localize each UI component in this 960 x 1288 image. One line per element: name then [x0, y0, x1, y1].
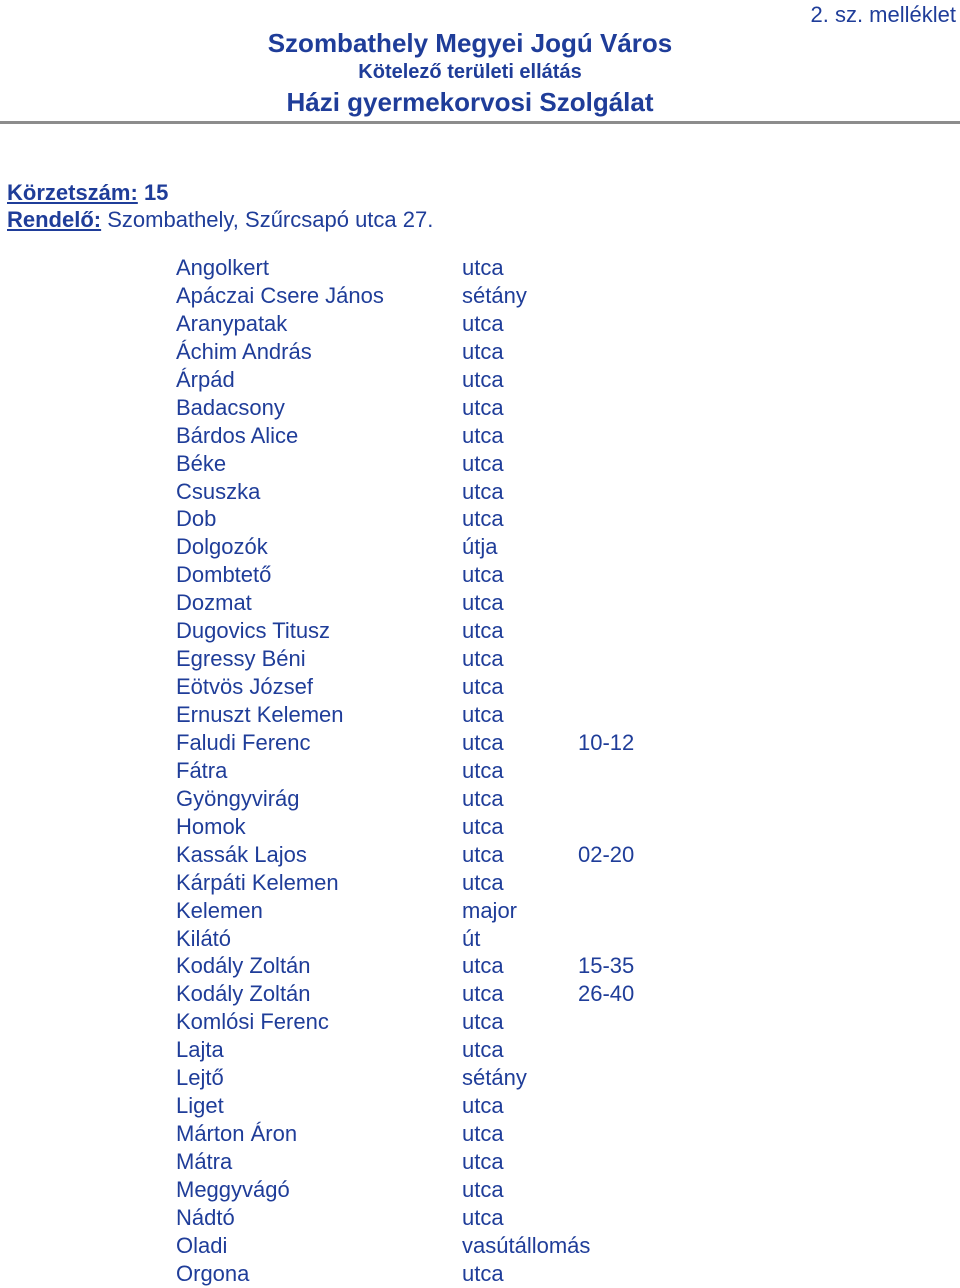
street-name: Badacsony: [176, 394, 285, 420]
street-type: utca: [462, 1149, 504, 1174]
street-type: utca: [462, 757, 504, 783]
street-type: utca: [462, 338, 504, 364]
street-name: Orgona: [176, 1260, 250, 1286]
street-row: [176, 366, 696, 394]
street-type: utca: [462, 953, 504, 979]
street-type: utca: [462, 1009, 504, 1035]
street-row: [176, 952, 696, 980]
street-row: [176, 1008, 696, 1036]
street-name: Csuszka: [176, 478, 261, 504]
street-name: Dugovics Titusz: [176, 618, 331, 644]
street-row: [176, 980, 696, 1008]
street-row: [176, 785, 696, 813]
street-name: Egressy Béni: [176, 646, 306, 672]
street-row: [176, 422, 696, 450]
street-row: [176, 673, 696, 701]
street-type: utca: [462, 981, 504, 1007]
street-row: [176, 282, 696, 310]
street-row: [176, 310, 696, 338]
street-name: Homok: [176, 813, 246, 839]
district-number: [7, 180, 168, 206]
district-label: Körzetszám:: [7, 180, 138, 205]
street-type: utca: [462, 1204, 504, 1230]
street-name: Kodály Zoltán: [176, 981, 311, 1007]
street-row: [176, 1204, 696, 1232]
street-name: Angolkert: [176, 255, 269, 280]
street-type: útja: [462, 534, 498, 560]
street-row: [176, 645, 696, 673]
street-type: út: [462, 925, 481, 951]
street-name: Márton Áron: [176, 1121, 298, 1147]
street-row: [176, 1176, 696, 1204]
street-name: Bárdos Alice: [176, 422, 299, 448]
street-type: utca: [462, 590, 504, 616]
street-name: Meggyvágó: [176, 1176, 290, 1202]
street-type: utca: [462, 1037, 504, 1063]
street-name: Kelemen: [176, 897, 263, 923]
street-house-numbers: 26-40: [578, 981, 635, 1007]
street-name: Faludi Ferenc: [176, 729, 311, 755]
street-name: Aranypatak: [176, 310, 288, 336]
street-name: Liget: [176, 1093, 224, 1119]
street-name: Kassák Lajos: [176, 841, 307, 867]
street-row: [176, 394, 696, 422]
street-name: Dozmat: [176, 590, 252, 616]
street-type: major: [462, 897, 518, 923]
street-name: Oladi: [176, 1232, 228, 1258]
street-name: Dolgozók: [176, 534, 268, 560]
street-row: [176, 1120, 696, 1148]
street-row: [176, 505, 696, 533]
street-name: Lejtő: [176, 1065, 224, 1091]
street-house-numbers: 02-20: [578, 841, 635, 867]
street-type: utca: [462, 1176, 504, 1202]
street-type: utca: [462, 422, 504, 448]
annex-label: 2. sz. melléklet: [810, 2, 956, 27]
street-type: utca: [462, 813, 504, 839]
street-name: Gyöngyvirág: [176, 785, 300, 811]
street-row: [176, 925, 696, 953]
street-row: [176, 450, 696, 478]
document-header: [0, 28, 940, 118]
street-name: Kilátó: [176, 925, 232, 951]
street-type: utca: [462, 1260, 504, 1286]
street-type: utca: [462, 310, 504, 336]
service-subtitle: Kötelező területi ellátás: [358, 61, 582, 83]
street-type: utca: [462, 562, 504, 588]
street-name: Mátra: [176, 1149, 233, 1174]
header-divider: [0, 121, 960, 124]
street-name: Ernuszt Kelemen: [176, 702, 344, 727]
street-name: Kodály Zoltán: [176, 953, 311, 979]
city-title: Szombathely Megyei Jogú Város: [267, 28, 673, 58]
street-name: Komlósi Ferenc: [176, 1009, 329, 1035]
street-name: Dob: [176, 506, 217, 532]
street-row: [176, 617, 696, 645]
street-name: Apáczai Csere János: [176, 282, 384, 308]
street-type: utca: [462, 646, 504, 672]
street-type: utca: [462, 729, 504, 755]
street-type: utca: [462, 674, 504, 700]
street-row: [176, 478, 696, 506]
street-type: utca: [462, 450, 504, 476]
street-type: utca: [462, 255, 504, 280]
street-row: [176, 561, 696, 589]
street-type: utca: [462, 841, 504, 867]
street-name: Nádtó: [176, 1204, 235, 1230]
street-name: Fátra: [176, 757, 228, 783]
street-row: [176, 1232, 696, 1260]
street-row: [176, 338, 696, 366]
street-row: [176, 729, 696, 757]
street-type: utca: [462, 618, 504, 644]
street-row: [176, 701, 696, 729]
street-type: utca: [462, 394, 504, 420]
street-row: [176, 533, 696, 561]
street-row: [176, 757, 696, 785]
district-value: 15: [143, 180, 169, 205]
street-row: [176, 897, 696, 925]
street-row: [176, 841, 696, 869]
street-row: [176, 869, 696, 897]
street-type: utca: [462, 366, 504, 392]
street-row: [176, 1092, 696, 1120]
street-name: Áchim András: [176, 338, 312, 364]
street-type: utca: [462, 478, 504, 504]
street-house-numbers: 10-12: [578, 729, 635, 755]
street-type: utca: [462, 785, 504, 811]
street-type: utca: [462, 869, 504, 895]
street-row: [176, 1260, 696, 1288]
street-name: Lajta: [176, 1037, 224, 1063]
street-list: [176, 254, 696, 1288]
street-row: [176, 1064, 696, 1092]
surgery-value: Szombathely, Szűrcsapó utca 27.: [107, 207, 434, 232]
street-row: [176, 254, 696, 282]
street-name: Árpád: [176, 366, 235, 392]
street-name: Kárpáti Kelemen: [176, 869, 339, 895]
street-type: utca: [462, 1093, 504, 1119]
street-type: sétány: [462, 282, 527, 308]
surgery-label: Rendelő:: [7, 207, 102, 232]
service-title: Házi gyermekorvosi Szolgálat: [286, 87, 654, 117]
street-house-numbers: 15-35: [578, 953, 635, 979]
street-type: sétány: [462, 1065, 527, 1091]
street-type: utca: [462, 506, 504, 532]
street-row: [176, 1036, 696, 1064]
surgery-address: [7, 207, 433, 233]
street-row: [176, 589, 696, 617]
street-type: vasútállomás: [462, 1232, 591, 1258]
street-name: Dombtető: [176, 562, 272, 588]
street-row: [176, 1148, 696, 1176]
street-name: Eötvös József: [176, 674, 313, 700]
street-type: utca: [462, 702, 504, 727]
street-row: [176, 813, 696, 841]
street-type: utca: [462, 1121, 504, 1147]
street-name: Béke: [176, 450, 227, 476]
